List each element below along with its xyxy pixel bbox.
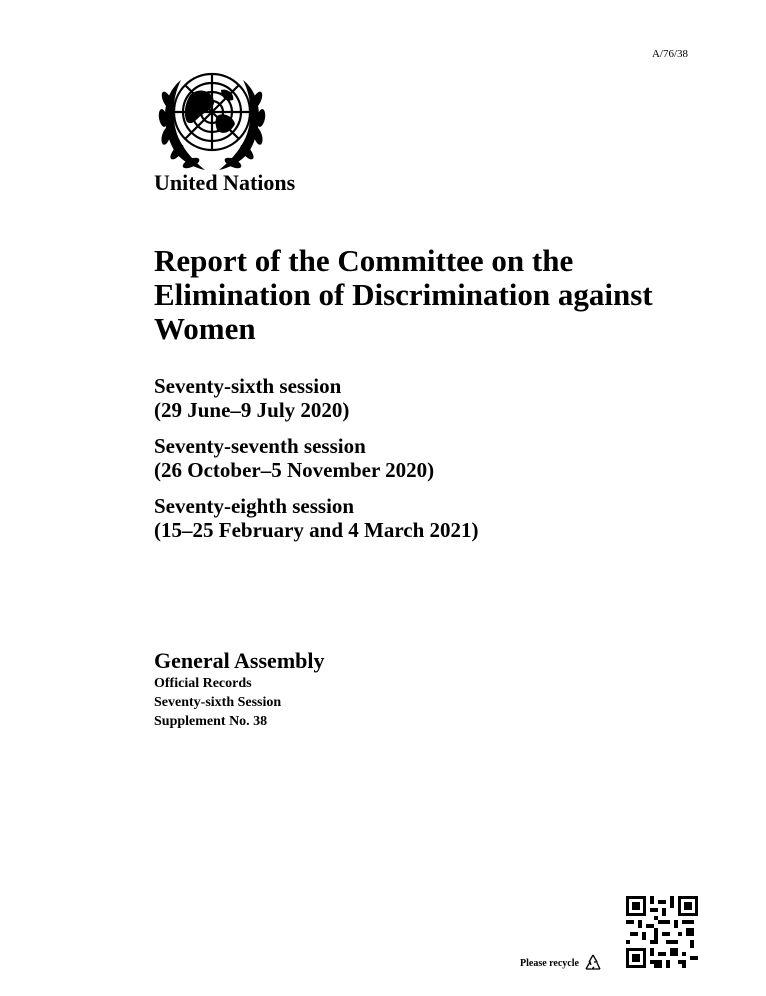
general-assembly-title: General Assembly	[154, 648, 325, 673]
session-line: Seventy-sixth Session	[154, 695, 282, 710]
recycle-icon	[582, 953, 604, 973]
session-name: Seventy-sixth session	[154, 374, 342, 398]
qr-code-icon	[626, 896, 698, 968]
supplement-line: Supplement No. 38	[154, 714, 268, 729]
session-dates: (15–25 February and 4 March 2021)	[154, 518, 479, 542]
recycle-notice	[520, 953, 604, 973]
sessions-list	[154, 374, 674, 554]
un-emblem-icon	[153, 64, 271, 172]
official-records-line: Official Records	[154, 676, 252, 691]
organization-name: United Nations	[154, 170, 296, 195]
session-item	[154, 374, 674, 422]
session-dates: (26 October–5 November 2020)	[154, 458, 435, 482]
report-title: Report of the Committee on the Elimination of Discrimination against Women	[154, 243, 653, 346]
session-item	[154, 494, 674, 542]
document-symbol: A/76/38	[651, 48, 688, 60]
session-dates: (29 June–9 July 2020)	[154, 398, 350, 422]
session-name: Seventy-seventh session	[154, 434, 366, 458]
general-assembly-block	[154, 648, 325, 731]
session-name: Seventy-eighth session	[154, 494, 355, 518]
recycle-text: Please recycle	[520, 957, 579, 969]
session-item	[154, 434, 674, 482]
